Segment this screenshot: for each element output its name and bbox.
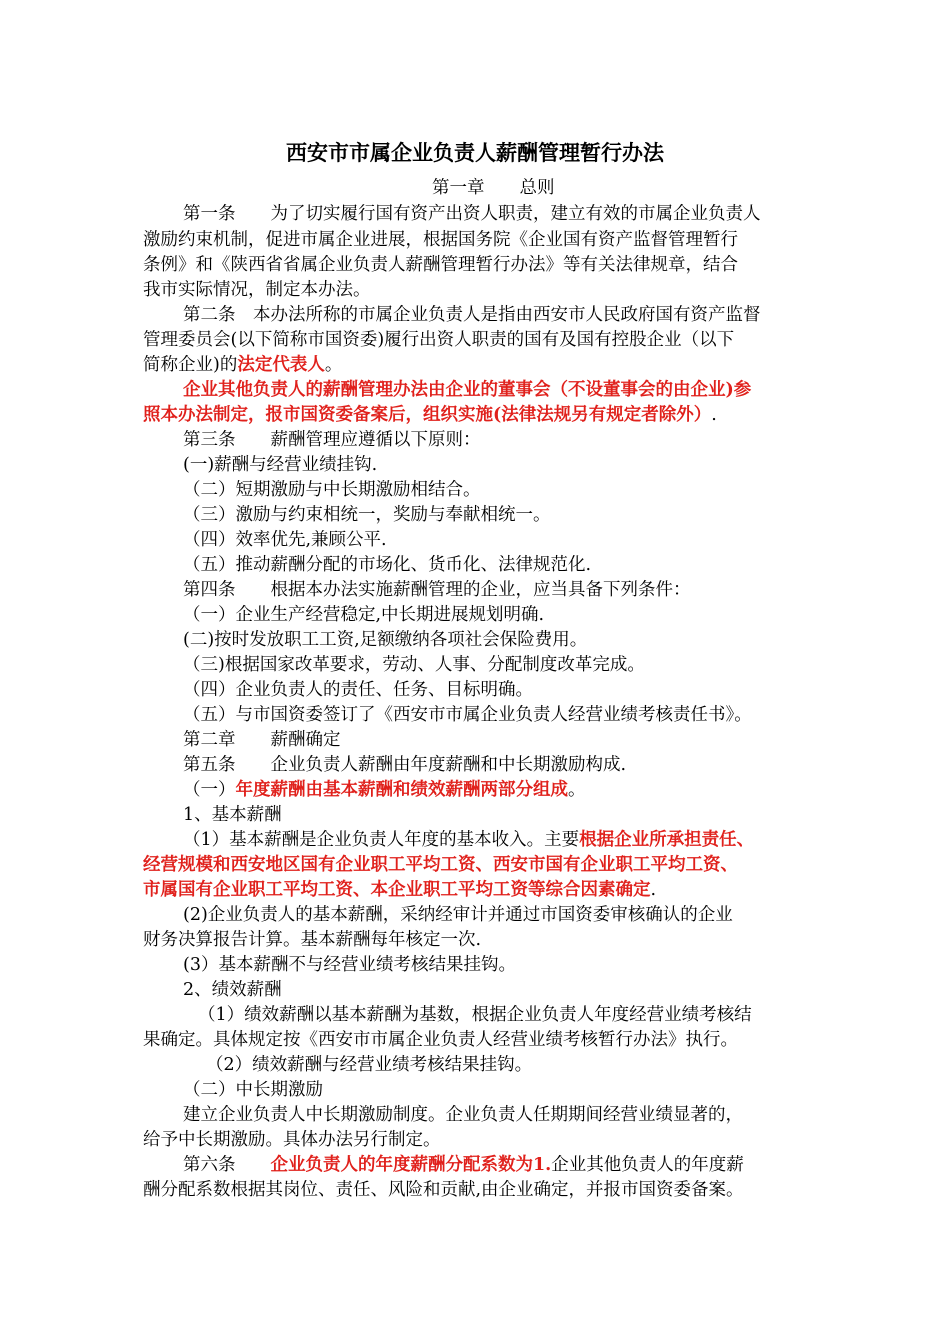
text-line <box>143 853 738 877</box>
text-run: 第四条 根据本办法实施薪酬管理的企业，应当具备下列条件： <box>183 580 691 600</box>
text-line <box>183 978 282 1002</box>
highlighted-text: 市属国有企业职工平均工资、本企业职工平均工资等综合因素确定 <box>143 880 651 900</box>
text-run: 第一章 总则 <box>432 178 555 198</box>
text-line <box>143 353 342 377</box>
text-line <box>143 253 738 277</box>
text-line <box>143 1178 744 1202</box>
text-run: (2)企业负责人的基本薪酬，采纳经审计并通过市国资委审核确认的企业 <box>183 905 733 925</box>
text-line <box>183 428 481 452</box>
text-line <box>183 1103 743 1127</box>
text-line <box>143 878 656 902</box>
text-run: （一） <box>183 780 236 800</box>
text-run: （四）企业负责人的责任、任务、目标明确。 <box>183 680 533 700</box>
text-run: （2）绩效薪酬与经营业绩考核结果挂钩。 <box>206 1055 533 1075</box>
text-run: 给予中长期激励。具体办法另行制定。 <box>143 1130 441 1150</box>
text-run: . <box>650 880 657 900</box>
text-line <box>183 953 516 977</box>
highlighted-text: 法定代表人 <box>237 355 325 375</box>
text-run: 。 <box>324 355 343 375</box>
text-run: （四）效率优先,兼顾公平. <box>183 530 387 550</box>
text-line <box>183 753 626 777</box>
text-run: 建立企业负责人中长期激励制度。企业负责人任期期间经营业绩显著的， <box>183 1105 743 1125</box>
text-line <box>183 603 544 627</box>
text-run: 财务决算报告计算。基本薪酬每年核定一次. <box>143 930 482 950</box>
text-line <box>183 578 691 602</box>
text-line <box>183 1078 323 1102</box>
text-line <box>183 703 752 727</box>
text-run: 第二章 薪酬确定 <box>183 730 341 750</box>
highlighted-text: 企业其他负责人的薪酬管理办法由企业的董事会（不设董事会的由企业)参 <box>183 380 752 400</box>
text-line <box>143 1128 441 1152</box>
text-line <box>183 453 377 477</box>
text-run: 1、基本薪酬 <box>183 805 282 825</box>
text-line <box>183 478 481 502</box>
text-run: 第三条 薪酬管理应遵循以下原则： <box>183 430 481 450</box>
text-run: （五）推动薪酬分配的市场化、货币化、法律规范化. <box>183 555 592 575</box>
text-run: （二）短期激励与中长期激励相结合。 <box>183 480 481 500</box>
text-run: （三)根据国家改革要求，劳动、人事、分配制度改革完成。 <box>183 655 645 675</box>
text-run: （1）绩效薪酬以基本薪酬为基数，根据企业负责人年度经营业绩考核结 <box>198 1005 752 1025</box>
document-title: 西安市市属企业负责人薪酬管理暂行办法 <box>286 140 664 165</box>
text-run: 。 <box>568 780 586 800</box>
text-run: 第六条 <box>183 1155 271 1175</box>
text-line <box>183 553 591 577</box>
text-line <box>432 176 555 200</box>
text-line <box>183 678 533 702</box>
text-run: (二)按时发放职工工资,足额缴纳各项社会保险费用。 <box>183 630 588 650</box>
text-run: 简称企业)的 <box>143 355 238 375</box>
text-line <box>183 1153 744 1177</box>
text-line <box>183 778 586 802</box>
text-run: 第二条 本办法所称的市属企业负责人是指由西安市人民政府国有资产监督 <box>183 305 761 325</box>
highlighted-text: 年度薪酬由基本薪酬和绩效薪酬两部分组成 <box>235 780 568 800</box>
text-line <box>183 828 754 852</box>
text-run: 条例》和《陕西省省属企业负责人薪酬管理暂行办法》等有关法律规章，结合 <box>143 255 738 275</box>
text-run: 酬分配系数根据其岗位、责任、风险和贡献,由企业确定，并报市国资委备案。 <box>143 1180 744 1200</box>
text-run: 我市实际情况，制定本办法。 <box>143 280 371 300</box>
highlighted-text: 根据企业所承担责任、 <box>579 830 755 850</box>
text-line <box>183 628 587 652</box>
text-line <box>183 378 751 402</box>
text-run: （1）基本薪酬是企业负责人年度的基本收入。主要 <box>183 830 580 850</box>
text-line <box>143 328 734 352</box>
text-line <box>183 653 645 677</box>
text-line <box>143 403 717 427</box>
text-line <box>183 303 761 327</box>
text-run: （三）激励与约束相统一，奖励与奉献相统一。 <box>183 505 551 525</box>
text-line <box>143 928 481 952</box>
text-line <box>183 903 733 927</box>
text-run: 第五条 企业负责人薪酬由年度薪酬和中长期激励构成. <box>183 755 627 775</box>
text-run: 果确定。具体规定按《西安市市属企业负责人经营业绩考核暂行办法》执行。 <box>143 1030 738 1050</box>
text-run: （二）中长期激励 <box>183 1080 323 1100</box>
text-run: . <box>711 405 717 425</box>
text-line <box>206 1053 532 1077</box>
text-run: （一）企业生产经营稳定,中长期进展规划明确. <box>183 605 545 625</box>
text-run: 企业其他负责人的年度薪 <box>551 1155 744 1175</box>
text-run: (3）基本薪酬不与经营业绩考核结果挂钩。 <box>183 955 516 975</box>
text-line <box>143 1028 738 1052</box>
text-line <box>183 503 551 527</box>
highlighted-text: 经营规模和西安地区国有企业职工平均工资、西安市国有企业职工平均工资、 <box>143 855 738 875</box>
text-run: （五）与市国资委签订了《西安市市属企业负责人经营业绩考核责任书》。 <box>183 705 752 725</box>
text-line <box>143 228 738 252</box>
text-line <box>183 728 341 752</box>
text-run: (一)薪酬与经营业绩挂钩. <box>183 455 378 475</box>
text-run: 2、绩效薪酬 <box>183 980 282 1000</box>
text-run: 激励约束机制，促进市属企业进展，根据国务院《企业国有资产监督管理暂行 <box>143 230 738 250</box>
text-line <box>183 528 387 552</box>
text-line <box>198 1003 752 1027</box>
highlighted-text: 照本办法制定，报市国资委备案后，组织实施(法律法规另有规定者除外） <box>143 405 712 425</box>
highlighted-text: 企业负责人的年度薪酬分配系数为1. <box>270 1155 552 1175</box>
text-run: 管理委员会(以下简称市国资委)履行出资人职责的国有及国有控股企业（以下 <box>143 330 735 350</box>
text-line <box>183 202 761 226</box>
text-run: 第一条 为了切实履行国有资产出资人职责，建立有效的市属企业负责人 <box>183 204 761 224</box>
text-line <box>183 803 282 827</box>
text-line <box>143 278 371 302</box>
